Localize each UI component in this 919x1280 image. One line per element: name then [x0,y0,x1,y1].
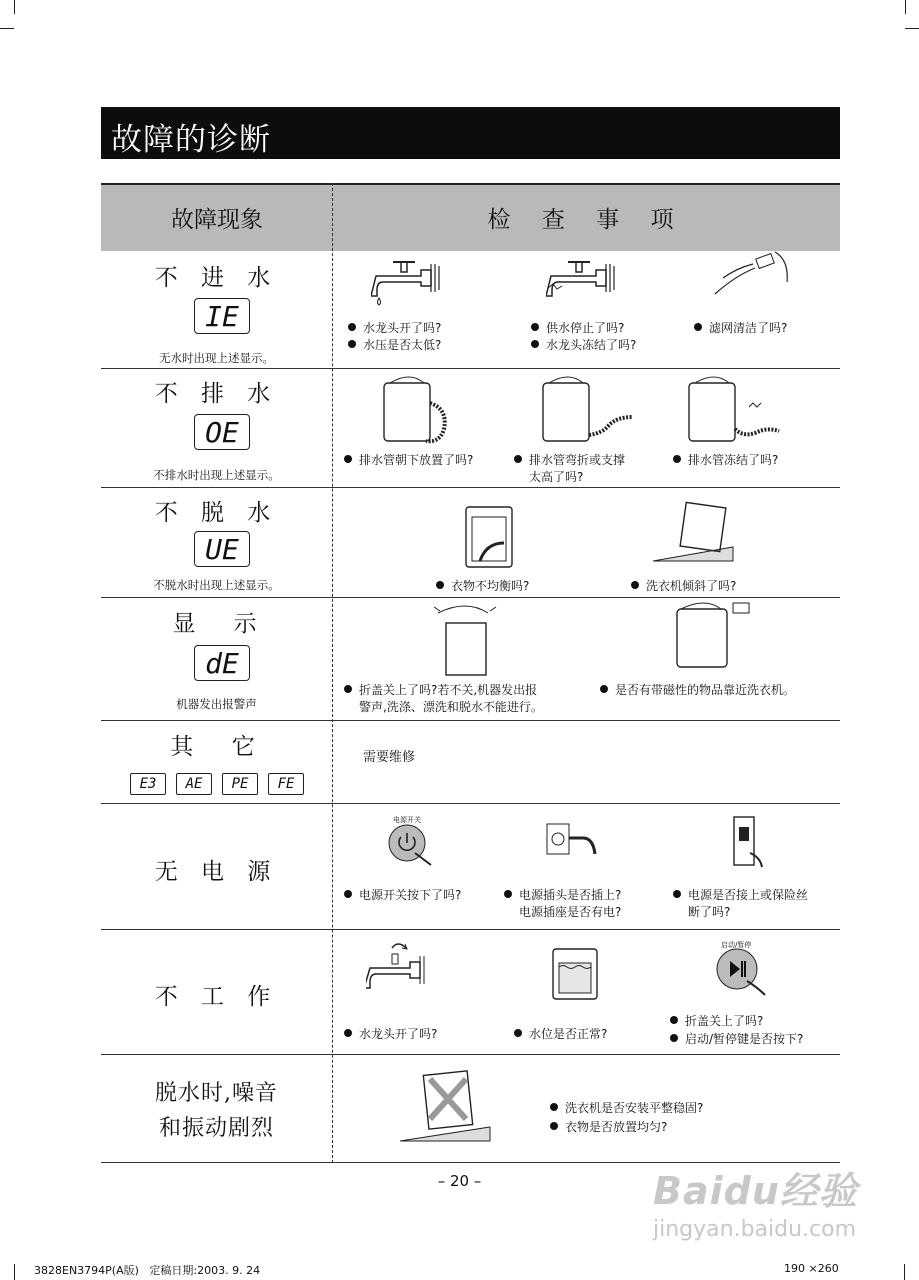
error-code-display: FE [268,773,304,795]
check-item: 衣物是否放置均匀? [550,1119,667,1136]
check-item: 水压是否太低? [348,337,441,354]
header-symptom: 故障现象 [171,207,263,233]
crop-mark [905,28,919,29]
row-divider [101,597,840,598]
check-item: 滤网清洁了吗? [694,320,787,337]
check-item: 排水管弯折或支撑 [514,452,625,469]
error-code-display: AE [176,773,212,795]
footer-size: 190 ×260 [784,1262,839,1275]
error-code-display: dE [194,645,250,681]
washer-lid-open-icon [426,601,506,677]
row-divider [101,1054,840,1055]
row-divider [101,803,840,804]
check-item: 太高了吗? [529,470,584,484]
symptom-no-drain: 不 排 水 [154,381,279,407]
check-item: 供水停止了吗? [531,320,624,337]
washer-unbalanced-icon [456,495,526,571]
watermark-logo: Baidu经验 [653,1169,858,1213]
table-header [101,183,840,251]
check-item: 警声,洗涤、漂洗和脱水不能进行。 [359,700,543,714]
watermark [653,1160,863,1250]
check-item: 断了吗? [688,905,731,919]
check-item: 折盖关上了吗?若不关,机器发出报 [344,682,537,699]
crop-mark [905,0,906,14]
start-pause-button-icon [713,947,773,997]
check-item: 排水管朝下放置了吗? [344,452,473,469]
check-item: 水龙头冻结了吗? [531,337,636,354]
power-button-icon [387,823,437,869]
washer-magnet-icon [671,599,751,673]
fuse-icon [726,813,766,871]
crop-mark [0,28,14,29]
error-code-display: UE [194,531,250,567]
page-title-bar [101,107,840,159]
column-divider [332,183,333,1163]
symptom-note: 不脱水时出现上述显示。 [153,578,280,592]
check-item: 折盖关上了吗? [670,1013,763,1030]
check-item: 电源插头是否插上? [504,887,621,904]
watermark-url: jingyan.baidu.com [653,1217,857,1242]
power-plug-icon [543,818,603,868]
check-item: 电源插座是否有电? [519,905,622,919]
error-code-display: OE [194,414,250,450]
crop-mark [14,1264,15,1280]
check-item: 排水管冻结了吗? [673,452,778,469]
check-item: 衣物不均衡吗? [436,578,529,595]
check-item: 水龙头开了吗? [348,320,441,337]
page-number: – 20 – [437,1172,482,1190]
washer-drain-frozen-icon [683,373,783,449]
check-item: 启动/暂停键是否按下? [670,1031,803,1048]
washer-tilted-icon [649,501,739,567]
washer-drain-bent-icon [537,373,637,449]
symptom-note: 无水时出现上述显示。 [159,351,274,365]
page-title: 故障的诊断 [111,122,271,158]
check-item: 是否有带磁性的物品靠近洗衣机。 [600,682,795,699]
diagnosis-table [101,183,840,1163]
symptom-not-working: 不 工 作 [154,984,279,1010]
row-divider [101,368,840,369]
error-code-display: E3 [130,773,166,795]
check-item: 水位是否正常? [514,1026,607,1043]
washer-unlevel-icon [396,1065,496,1147]
faucet-turn-icon [366,938,436,998]
faucet-frozen-icon [546,256,636,306]
symptom-note: 不排水时出现上述显示。 [153,468,280,482]
filter-cleaning-icon [713,248,793,300]
error-code-display: IE [194,298,250,334]
washer-drain-down-icon [376,373,456,449]
check-item: 水龙头开了吗? [344,1026,437,1043]
symptom-noise-line1: 脱水时,噪音 [155,1081,278,1106]
symptom-no-water-in: 不 进 水 [154,265,279,291]
check-item: 洗衣机是否安装平整稳固? [550,1100,703,1117]
row-divider [101,720,840,721]
symptom-noise-line2: 和振动剧烈 [158,1116,274,1141]
symptom-no-spin: 不 脱 水 [154,500,279,526]
row-divider [101,929,840,930]
symptom-display: 显 示 [172,611,261,637]
symptom-other: 其 它 [170,734,263,760]
check-item: 电源是否接上或保险丝 [673,887,808,904]
check-item: 电源开关按下了吗? [344,887,461,904]
symptom-no-power: 无 电 源 [154,859,279,885]
error-code-display: PE [222,773,258,795]
row-divider [101,487,840,488]
symptom-note: 机器发出报警声 [176,697,257,711]
start-pause-label: 启动/暂停 [721,941,752,949]
footer-doc-id: 3828EN3794P(A版) 定稿日期:2003. 9. 24 [34,1264,261,1277]
crop-mark [14,0,15,14]
water-level-icon [547,941,607,1003]
crop-mark [904,1264,905,1280]
power-switch-label: 电源开关 [393,816,421,824]
repair-needed: 需要维修 [363,750,416,765]
faucet-open-icon [371,256,461,306]
check-item: 洗衣机倾斜了吗? [631,578,736,595]
header-checks: 检 查 事 项 [487,207,686,233]
